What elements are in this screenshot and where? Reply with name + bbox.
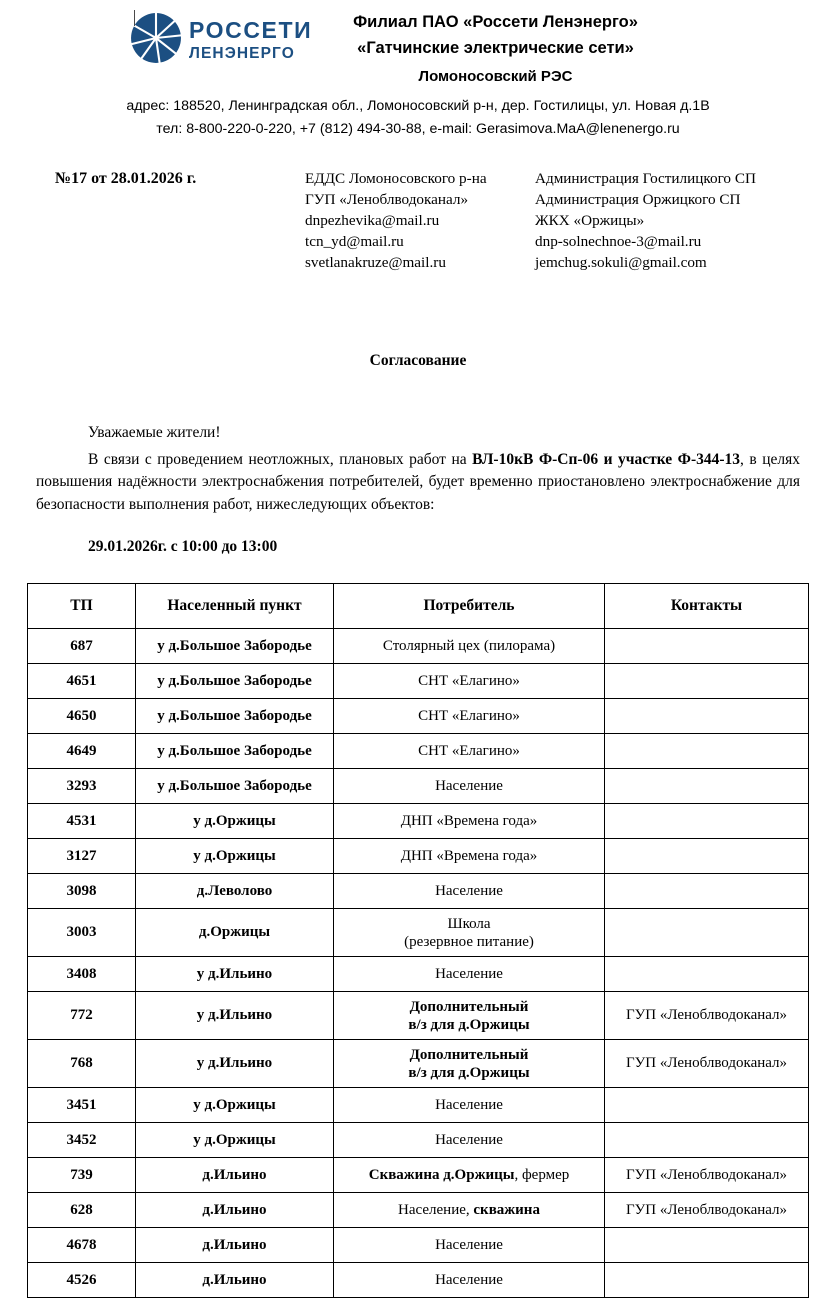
cell-tp: 3003 xyxy=(28,909,136,957)
cell-settlement: д.Ильино xyxy=(136,1228,334,1263)
cell-contact xyxy=(605,957,809,992)
table-row xyxy=(28,909,809,957)
cell-consumer: Столярный цех (пилорама) xyxy=(334,629,605,664)
recipient-item: Администрация Оржицкого СП xyxy=(535,191,741,209)
cell-settlement: у д.Оржицы xyxy=(136,839,334,874)
cell-contact xyxy=(605,1228,809,1263)
cell-consumer: Население xyxy=(334,1228,605,1263)
rosseti-circle-logo-icon xyxy=(130,12,182,64)
cell-consumer: Население xyxy=(334,1088,605,1123)
cell-settlement: у д.Оржицы xyxy=(136,1088,334,1123)
cell-contact xyxy=(605,874,809,909)
cell-tp: 3098 xyxy=(28,874,136,909)
cell-settlement: у д.Большое Забородье xyxy=(136,769,334,804)
approval-heading: Согласование xyxy=(369,351,467,369)
cell-consumer: ДНП «Времена года» xyxy=(334,839,605,874)
paragraph-bold-line-ref: ВЛ-10кВ Ф-Сп-06 и участке Ф-344-13 xyxy=(472,450,741,468)
column-header-contacts: Контакты xyxy=(605,584,809,629)
cell-consumer: Население xyxy=(334,1123,605,1158)
table-row xyxy=(28,839,809,874)
org-title-line-1: Филиал ПАО «Россети Ленэнерго» xyxy=(353,13,638,31)
margin-tick-mark xyxy=(134,10,135,26)
logo-main-word: РОССЕТИ xyxy=(189,16,313,43)
recipient-item: jemchug.sokuli@gmail.com xyxy=(535,254,707,271)
cell-consumer xyxy=(334,1193,605,1228)
cell-consumer-line: в/з для д.Оржицы xyxy=(408,1064,530,1081)
cell-tp: 739 xyxy=(28,1158,136,1193)
cell-tp: 3451 xyxy=(28,1088,136,1123)
cell-contact xyxy=(605,769,809,804)
cell-consumer-line: Школа xyxy=(447,915,491,932)
cell-contact: ГУП «Леноблводоканал» xyxy=(605,1158,809,1193)
table-body xyxy=(28,629,809,1298)
cell-consumer: СНТ «Елагино» xyxy=(334,664,605,699)
table-row xyxy=(28,1158,809,1193)
cell-consumer: СНТ «Елагино» xyxy=(334,699,605,734)
cell-consumer xyxy=(334,909,605,957)
cell-tp: 3452 xyxy=(28,1123,136,1158)
cell-consumer: ДНП «Времена года» xyxy=(334,804,605,839)
cell-settlement: у д.Ильино xyxy=(136,957,334,992)
cell-contact xyxy=(605,909,809,957)
cell-contact: ГУП «Леноблводоканал» xyxy=(605,1193,809,1228)
cell-consumer-line: Дополнительный xyxy=(409,998,529,1015)
phone-email-line: тел: 8-800-220-0-220, +7 (812) 494-30-88, e-mail: Gerasimova.MaA@lenenergo.ru xyxy=(156,121,680,138)
org-title-line-2: «Гатчинские электрические сети» xyxy=(357,38,634,57)
cell-tp: 768 xyxy=(28,1040,136,1088)
outage-time-line: 29.01.2026г. с 10:00 до 13:00 xyxy=(88,538,278,556)
recipient-item: ГУП «Леноблводоканал» xyxy=(305,191,469,209)
cell-contact xyxy=(605,699,809,734)
cell-consumer-part: , фермер xyxy=(514,1166,570,1183)
cell-consumer-line: Дополнительный xyxy=(409,1046,529,1063)
table-row xyxy=(28,992,809,1040)
cell-tp: 628 xyxy=(28,1193,136,1228)
cell-consumer: Население xyxy=(334,957,605,992)
document-meta-row xyxy=(0,169,836,274)
cell-consumer xyxy=(334,1158,605,1193)
cell-tp: 4531 xyxy=(28,804,136,839)
recipients-column-right xyxy=(535,169,836,274)
cell-contact xyxy=(605,1263,809,1298)
cell-tp: 4649 xyxy=(28,734,136,769)
cell-settlement: д.Леволово xyxy=(136,874,334,909)
cell-settlement: у д.Большое Забородье xyxy=(136,629,334,664)
table-row xyxy=(28,1228,809,1263)
table-row xyxy=(28,734,809,769)
table-row xyxy=(28,769,809,804)
document-number: №17 от 28.01.2026 г. xyxy=(55,170,197,188)
table-row xyxy=(28,629,809,664)
table-row xyxy=(28,1088,809,1123)
cell-consumer: Население xyxy=(334,769,605,804)
cell-tp: 4651 xyxy=(28,664,136,699)
cell-consumer-part: Население, xyxy=(398,1201,474,1218)
cell-settlement: д.Ильино xyxy=(136,1158,334,1193)
table-row xyxy=(28,1263,809,1298)
cell-tp: 4678 xyxy=(28,1228,136,1263)
cell-settlement: у д.Большое Забородье xyxy=(136,734,334,769)
column-header-consumer: Потребитель xyxy=(334,584,605,629)
table-row xyxy=(28,874,809,909)
cell-settlement: у д.Большое Забородье xyxy=(136,699,334,734)
recipient-item: svetlanakruze@mail.ru xyxy=(305,254,446,271)
recipient-item: dnpezhevika@mail.ru xyxy=(305,212,440,230)
cell-consumer xyxy=(334,992,605,1040)
cell-contact xyxy=(605,804,809,839)
cell-settlement: д.Ильино xyxy=(136,1263,334,1298)
recipients-column-left xyxy=(305,169,535,274)
table-row xyxy=(28,1123,809,1158)
notice-paragraph xyxy=(0,449,836,516)
table-row xyxy=(28,1040,809,1088)
address-line: адрес: 188520, Ленинградская обл., Ломоносовский р-н, дер. Гостилицы, ул. Новая д.1В xyxy=(126,98,710,115)
table-row xyxy=(28,1193,809,1228)
contact-block xyxy=(0,95,836,141)
company-logo xyxy=(0,6,313,64)
recipient-item: ЕДДС Ломоносовского р-на xyxy=(305,170,487,188)
cell-settlement: у д.Оржицы xyxy=(136,1123,334,1158)
cell-contact xyxy=(605,839,809,874)
recipient-item: tcn_yd@mail.ru xyxy=(305,233,404,251)
cell-consumer-part: Скважина д.Оржицы xyxy=(368,1166,515,1183)
cell-tp: 4650 xyxy=(28,699,136,734)
letterhead xyxy=(0,0,836,85)
cell-consumer-line: (резервное питание) xyxy=(404,933,534,950)
table-row xyxy=(28,804,809,839)
cell-contact: ГУП «Леноблводоканал» xyxy=(605,1040,809,1088)
table-row xyxy=(28,664,809,699)
table-header-row xyxy=(28,584,809,629)
table-row xyxy=(28,699,809,734)
cell-consumer-part: скважина xyxy=(473,1201,540,1218)
cell-tp: 772 xyxy=(28,992,136,1040)
cell-consumer: Население xyxy=(334,1263,605,1298)
column-header-tp: ТП xyxy=(28,584,136,629)
cell-contact xyxy=(605,1088,809,1123)
cell-contact xyxy=(605,734,809,769)
cell-tp: 3408 xyxy=(28,957,136,992)
cell-contact xyxy=(605,1123,809,1158)
logo-sub-word: ЛЕНЭНЕРГО xyxy=(189,44,295,62)
greeting-line: Уважаемые жители! xyxy=(88,423,221,441)
logo-wordmark xyxy=(189,16,313,62)
cell-contact xyxy=(605,664,809,699)
recipient-item: dnp-solnechnoe-3@mail.ru xyxy=(535,233,702,251)
cell-tp: 3293 xyxy=(28,769,136,804)
cell-consumer: СНТ «Елагино» xyxy=(334,734,605,769)
cell-tp: 4526 xyxy=(28,1263,136,1298)
cell-settlement: д.Оржицы xyxy=(136,909,334,957)
cell-tp: 3127 xyxy=(28,839,136,874)
cell-settlement: у д.Ильино xyxy=(136,1040,334,1088)
recipient-item: Администрация Гостилицкого СП xyxy=(535,170,756,188)
column-header-settlement: Населенный пункт xyxy=(136,584,334,629)
cell-contact xyxy=(605,629,809,664)
table-row xyxy=(28,957,809,992)
cell-consumer xyxy=(334,1040,605,1088)
recipients-block xyxy=(305,169,836,274)
cell-consumer: Население xyxy=(334,874,605,909)
cell-tp: 687 xyxy=(28,629,136,664)
outage-table xyxy=(27,583,809,1298)
paragraph-segment-1: В связи с проведением неотложных, плановых работ на xyxy=(88,450,473,468)
cell-settlement: д.Ильино xyxy=(136,1193,334,1228)
cell-settlement: у д.Оржицы xyxy=(136,804,334,839)
cell-settlement: у д.Ильино xyxy=(136,992,334,1040)
paragraph-segment-2: , в целях повышения надёжности электроснабжения потребителей, будет временно приостановлено электроснабжение для безопасности выполнения работ, нижеследующих объектов: xyxy=(36,450,800,513)
org-title-line-3: Ломоносовский РЭС xyxy=(418,68,573,86)
recipient-item: ЖКХ «Оржицы» xyxy=(535,212,645,230)
cell-contact: ГУП «Леноблводоканал» xyxy=(605,992,809,1040)
cell-consumer-line: в/з для д.Оржицы xyxy=(408,1016,530,1033)
cell-settlement: у д.Большое Забородье xyxy=(136,664,334,699)
